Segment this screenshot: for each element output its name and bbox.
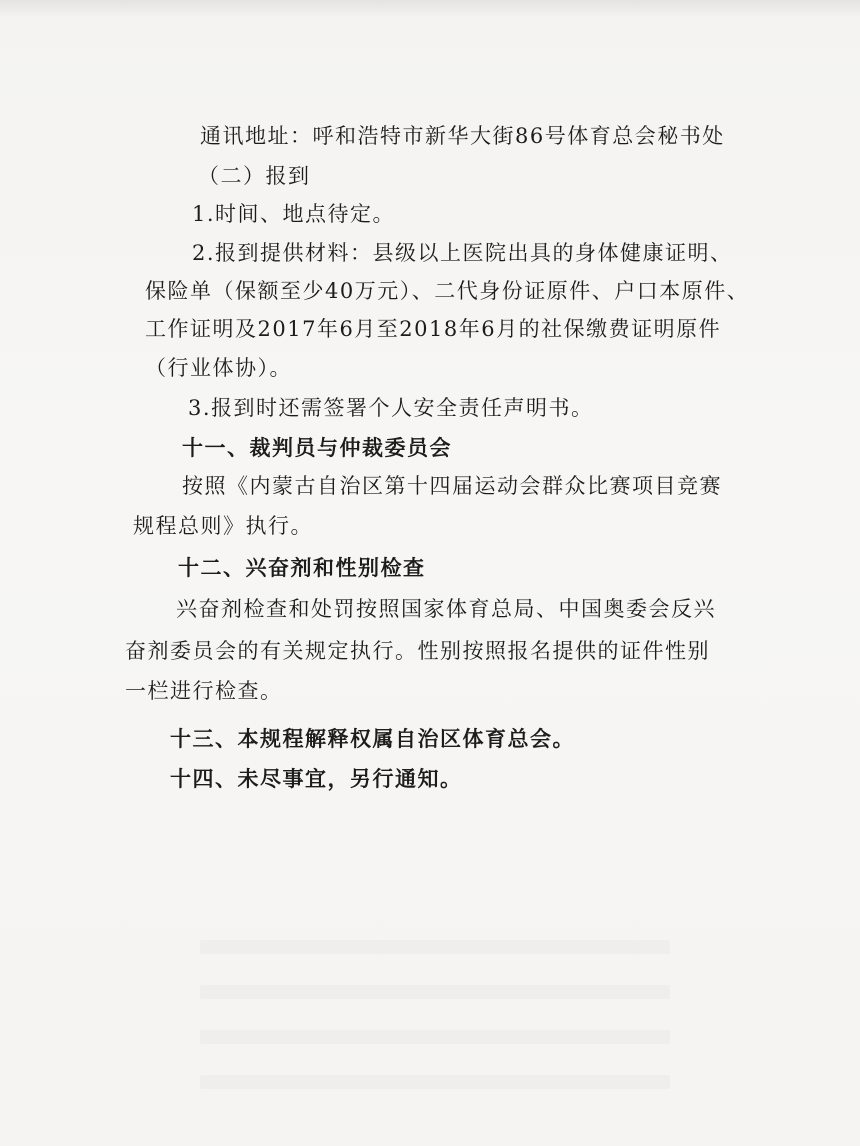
bleed-through-mark <box>200 985 670 999</box>
paragraph-line: 规程总则》执行。 <box>133 514 313 538</box>
list-item: 2.报到提供材料：县级以上医院出具的身体健康证明、 <box>192 241 733 265</box>
paragraph-line: （行业体协）。 <box>145 356 292 380</box>
section-heading: 十二、兴奋剂和性别检查 <box>178 556 426 580</box>
paragraph-line: 一栏进行检查。 <box>125 679 283 703</box>
bleed-through-mark <box>200 1030 670 1044</box>
paragraph-line: 按照《内蒙古自治区第十四届运动会群众比赛项目竞赛 <box>182 474 722 498</box>
section-heading: 十四、未尽事宜，另行通知。 <box>170 767 463 791</box>
paragraph-line: 工作证明及2017年6月至2018年6月的社保缴费证明原件 <box>145 317 722 341</box>
paragraph-line: 保险单（保额至少40万元）、二代身份证原件、户口本原件、 <box>145 279 750 303</box>
scan-shadow <box>0 0 860 18</box>
section-heading: 十三、本规程解释权属自治区体育总会。 <box>170 727 575 751</box>
subsection-title: （二）报到 <box>198 164 311 188</box>
section-heading: 十一、裁判员与仲裁委员会 <box>182 436 452 460</box>
list-item: 1.时间、地点待定。 <box>192 202 396 226</box>
list-item: 3.报到时还需签署个人安全责任声明书。 <box>188 396 594 420</box>
bleed-through-mark <box>200 940 670 954</box>
paragraph-line: 奋剂委员会的有关规定执行。性别按照报名提供的证件性别 <box>125 639 710 663</box>
paragraph-line: 兴奋剂检查和处罚按照国家体育总局、中国奥委会反兴 <box>176 597 716 621</box>
contact-address: 通讯地址：呼和浩特市新华大街86号体育总会秘书处 <box>200 124 725 148</box>
bleed-through-mark <box>200 1075 670 1089</box>
